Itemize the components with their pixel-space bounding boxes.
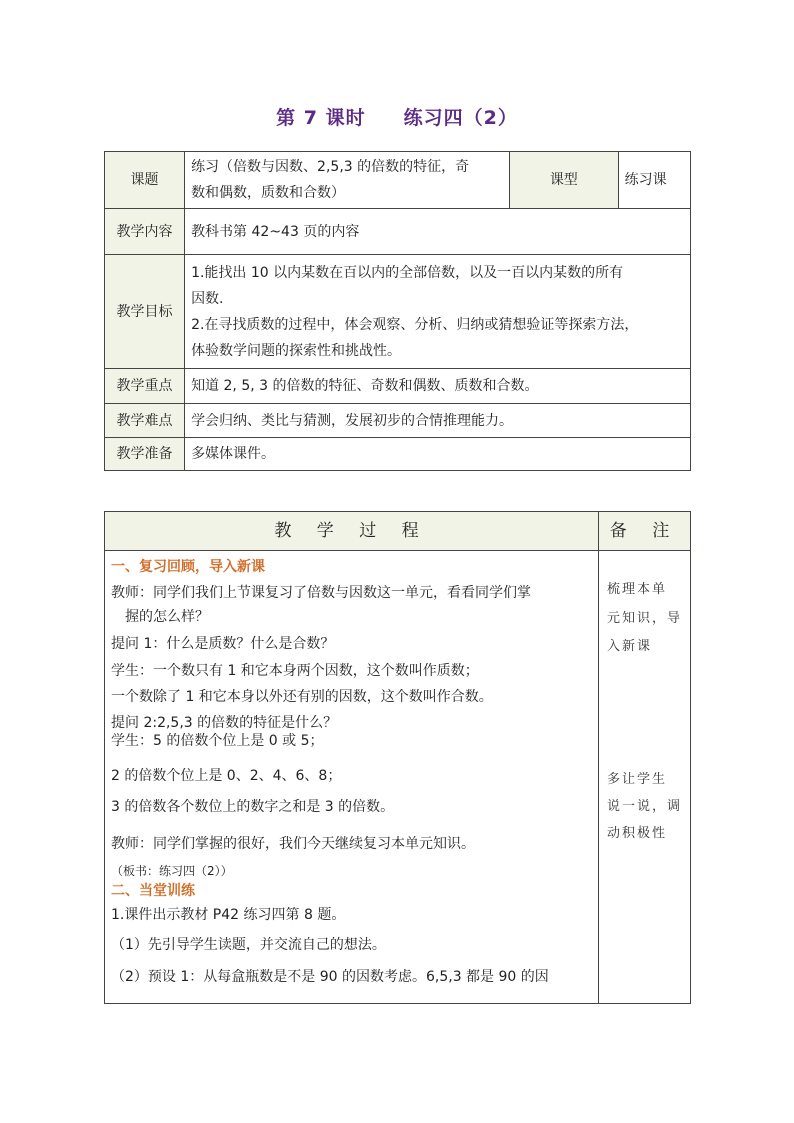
topic-value [185, 152, 510, 209]
topic-line-1: 练习（倍数与因数、2,5,3 的倍数的特征，奇 [191, 159, 470, 175]
topic-line-2: 数和偶数，质数和合数） [191, 185, 346, 201]
note-line: 动积极性 [607, 826, 668, 841]
note-line: 元知识，导 [607, 611, 683, 626]
topic-label: 课题 [105, 152, 185, 209]
process-line: 2 的倍数个位上是 0、2、4、6、8； [111, 768, 342, 784]
goal-line-3: 2.在寻找质数的过程中，体会观察、分析、归纳或猜想验证等探索方法， [191, 316, 639, 333]
process-line: 提问 2:2,5,3 的倍数的特征是什么？ [111, 715, 338, 731]
process-line: 1.课件出示教材 P42 练习四第 8 题。 [111, 907, 346, 923]
content-value: 教科书第 42~43 页的内容 [185, 209, 691, 255]
process-line: 一个数除了 1 和它本身以外还有别的因数，这个数叫作合数。 [111, 689, 493, 705]
notes-body [599, 551, 691, 1004]
process-line: 握的怎么样？ [125, 609, 209, 625]
process-body [105, 551, 599, 1004]
key-label: 教学重点 [105, 369, 185, 404]
type-value: 练习课 [618, 152, 690, 209]
difficulty-value: 学会归纳、类比与猜测，发展初步的合情推理能力。 [185, 404, 691, 438]
lesson-number: 第 7 课时 [276, 107, 366, 129]
difficulty-label: 教学难点 [105, 404, 185, 438]
prep-value: 多媒体课件。 [185, 438, 691, 471]
goal-value [185, 255, 691, 369]
note-line: 入新课 [607, 639, 653, 654]
prep-label: 教学准备 [105, 438, 185, 471]
lesson-name: 练习四（2） [403, 107, 518, 129]
goal-line-2: 因数. [191, 290, 224, 307]
process-line: 教师：同学们我们上节课复习了倍数与因数这一单元，看看同学们掌 [111, 585, 531, 601]
goal-line-1: 1.能找出 10 以内某数在百以内的全部倍数，以及一百以内某数的所有 [191, 264, 624, 281]
section-heading-1: 一、复习回顾，导入新课 [111, 559, 265, 575]
key-value: 知道 2, 5, 3 的倍数的特征、奇数和偶数、质数和合数。 [185, 369, 691, 404]
goal-line-4: 体验数学问题的探索性和挑战性。 [191, 342, 402, 359]
process-line: 教师：同学们掌握的很好，我们今天继续复习本单元知识。 [111, 836, 475, 852]
type-label: 课型 [510, 152, 619, 209]
goal-label: 教学目标 [105, 255, 185, 369]
section-heading-2: 二、当堂训练 [111, 883, 195, 899]
content-label: 教学内容 [105, 209, 185, 255]
process-line: （2）预设 1：从每盒瓶数是不是 90 的因数考虑。6,5,3 都是 90 的因 [111, 969, 549, 985]
process-line: 学生：一个数只有 1 和它本身两个因数，这个数叫作质数； [111, 663, 479, 679]
process-line: 3 的倍数各个数位上的数字之和是 3 的倍数。 [111, 799, 395, 815]
note-line: 说一说，调 [607, 799, 683, 814]
process-line: （1）先引导学生读题，并交流自己的想法。 [111, 937, 386, 953]
process-line: （板书：练习四（2）） [111, 864, 233, 878]
page-title [0, 103, 794, 130]
process-line: 学生：5 的倍数个位上是 0 或 5； [111, 733, 324, 749]
process-header: 教 学 过 程 [105, 512, 599, 551]
process-line: 提问 1：什么是质数？什么是合数？ [111, 636, 335, 652]
notes-header: 备 注 [599, 512, 691, 551]
teaching-process-table [104, 511, 691, 1004]
lesson-info-table [104, 151, 691, 471]
note-line: 多让学生 [607, 772, 668, 787]
note-line: 梳理本单 [607, 582, 668, 597]
